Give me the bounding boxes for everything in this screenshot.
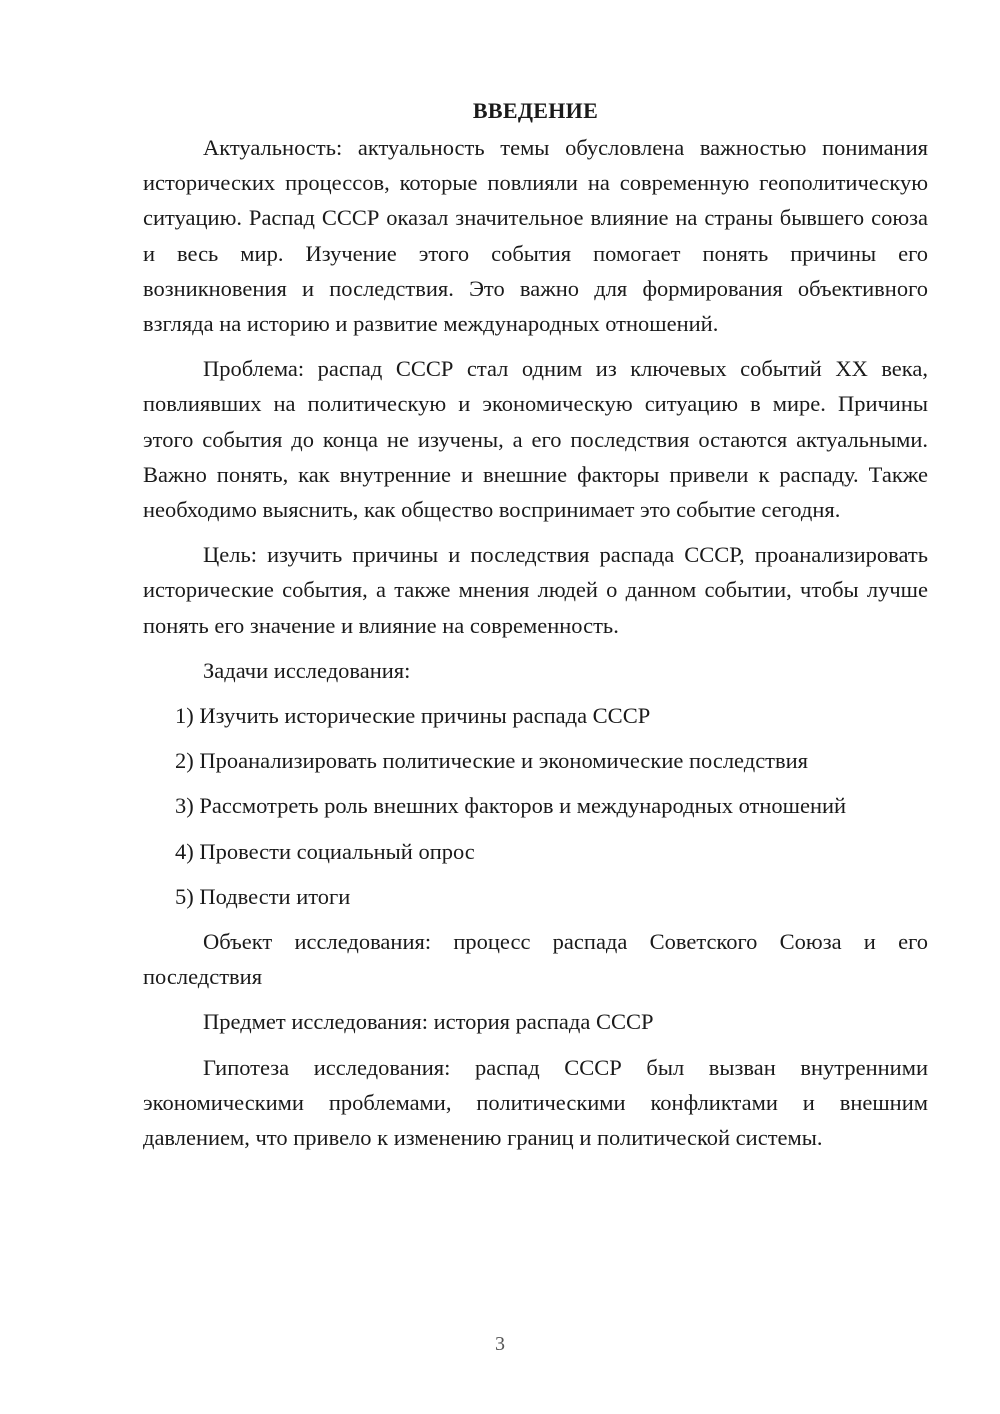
paragraph-subject: Предмет исследования: история распада СССР [203, 1009, 654, 1035]
task-item-3: 3) Рассмотреть роль внешних факторов и международных отношений [175, 793, 847, 819]
section-title: ВВЕДЕНИЕ [472, 98, 599, 123]
paragraph-hypothesis: Гипотеза исследования: распад СССР был вызван внутренними экономическими проблемами, политическими конфликтами и внешним давлением, что привело к изменению границ и политической системы. [143, 1054, 928, 1151]
task-item-4: 4) Провести социальный опрос [175, 838, 475, 864]
tasks-list [143, 698, 928, 914]
tasks-heading: Задачи исследования: [203, 657, 411, 683]
paragraph-goal: Цель: изучить причины и последствия распада СССР, проанализировать исторические события, а также мнения людей о данном событии, чтобы лучше понять его значение и влияние на современность. [143, 542, 928, 638]
paragraph-problem: Проблема: распад СССР стал одним из ключевых событий XX века, повлиявших на политическую и экономическую ситуацию в мире. Причины этого события до конца не изучены, а его последствия остаются актуальными. Важно понять, как внутренние и внешние факторы привели к распаду. Также необходимо выяснить, как общество воспринимает это событие сегодня. [143, 356, 928, 523]
task-item-5: 5) Подвести итоги [175, 883, 351, 909]
page-number: 3 [495, 1333, 505, 1355]
task-item-2: 2) Проанализировать политические и экономические последствия [175, 748, 809, 774]
document-page [143, 96, 928, 1165]
task-item-1: 1) Изучить исторические причины распада СССР [175, 703, 651, 729]
paragraph-object: Объект исследования: процесс распада Советского Союза и его последствия [143, 929, 928, 990]
paragraph-relevance: Актуальность: актуальность темы обусловлена важностью понимания исторических процессов, которые повлияли на современную геополитическую ситуацию. Распад СССР оказал значительное влияние на страны бывшего союза и весь мир. Изучение этого события помогает понять причины его возникновения и последствия. Это важно для формирования объективного взгляда на историю и развитие международных отношений. [143, 135, 928, 337]
